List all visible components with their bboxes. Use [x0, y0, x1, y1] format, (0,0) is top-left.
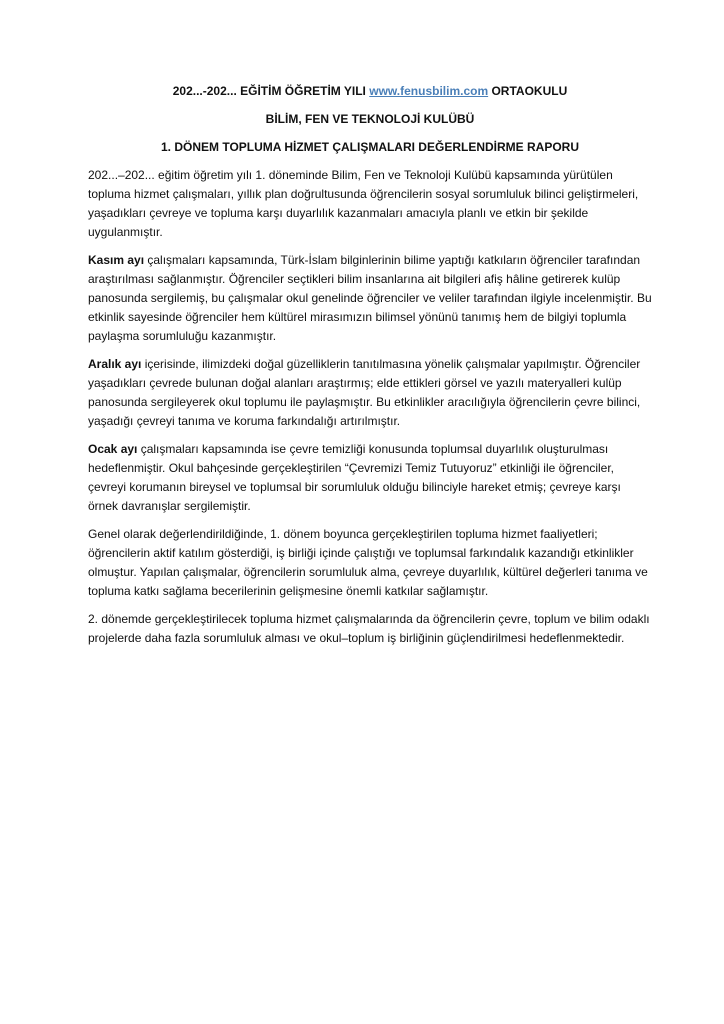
school-year-title — [88, 84, 652, 99]
ocak-label: Ocak ayı — [88, 442, 138, 456]
ocak-text: çalışmaları kapsamında ise çevre temizliği konusunda toplumsal duyarlılık oluşturulması hedeflenmiştir. Okul bahçesinde gerçekleştirilen “Çevremizi Temiz Tutuyoruz” etkinliği ile öğrenciler, çevreyi korumanın bireysel ve toplumsal bir sorumluluk olduğu bilinciyle hareket etmiş; çevreye karşı örnek davranışlar sergilemiştir. — [88, 442, 621, 513]
school-year-title-prefix: 202...-202... EĞİTİM ÖĞRETİM YILI — [172, 84, 370, 98]
aralik-label: Aralık ayı — [88, 357, 142, 371]
aralik-paragraph — [88, 355, 652, 431]
report-title: 1. DÖNEM TOPLUMA HİZMET ÇALIŞMALARI DEĞERLENDİRME RAPORU — [160, 140, 579, 154]
summary-paragraph: Genel olarak değerlendirildiğinde, 1. dönem boyunca gerçekleştirilen topluma hizmet faaliyetleri; öğrencilerin aktif katılım gösterdiği, iş birliği içinde çalıştığı ve toplumsal farkındalık kazandığı etkinlikler olmuştur. Yapılan çalışmalar, öğrencilerin sorumluluk alma, çevreye duyarlılık, kültürel değerleri tanıma ve topluma katkı sağlama becerilerinin gelişmesine önemli katkılar sağlamıştır. — [88, 527, 648, 598]
ocak-paragraph — [88, 440, 652, 516]
school-year-title-suffix: ORTAOKULU — [488, 84, 568, 98]
aralik-text: içerisinde, ilimizdeki doğal güzelliklerin tanıtılmasına yönelik çalışmalar yapılmıştır. Öğrenciler yaşadıkları çevrede bulunan doğal alanları araştırmış; elde ettikleri görsel ve yazılı materyalleri kulüp panosunda sergileyerek okul toplumu ile paylaşmıştır. Bu etkinlikler aracılığıyla öğrencilerin çevre bilinci, yaşadığı çevreyi tanıma ve koruma farkındalığı artırılmıştır. — [88, 357, 641, 428]
club-title: BİLİM, FEN VE TEKNOLOJİ KULÜBÜ — [265, 112, 475, 126]
closing-paragraph: 2. dönemde gerçekleştirilecek topluma hizmet çalışmalarında da öğrencilerin çevre, toplum ve bilim odaklı projelerde daha fazla sorumluluk alması ve okul–toplum iş birliğinin güçlendirilmesi hedeflenmektedir. — [88, 612, 650, 645]
kasim-paragraph — [88, 251, 652, 346]
kasim-label: Kasım ayı — [88, 253, 145, 267]
website-link[interactable]: www.fenusbilim.com — [369, 84, 489, 98]
kasim-text: çalışmaları kapsamında, Türk-İslam bilginlerinin bilime yaptığı katkıların öğrenciler tarafından araştırılması sağlanmıştır. Öğrenciler seçtikleri bilim insanlarına ait bilgileri afiş hâline getirerek kulüp panosunda sergilemiş, bu çalışmalar okul genelinde öğrenciler ve veliler tarafından ilgiyle incelenmiştir. Bu etkinlik sayesinde öğrenciler hem kültürel mirasımızın bilimsel yönünü tanımış hem de bilgiyi toplumla paylaşma sorumluluğu kazanmıştır. — [88, 253, 652, 343]
intro-paragraph: 202...–202... eğitim öğretim yılı 1. döneminde Bilim, Fen ve Teknoloji Kulübü kapsamında yürütülen topluma hizmet çalışmaları, yıllık plan doğrultusunda öğrencilerin sosyal sorumluluk bilinci geliştirmeleri, yaşadıkları çevreye ve topluma karşı duyarlılık kazanmaları amacıyla planlı ve etkin bir şekilde uygulanmıştır. — [88, 168, 639, 239]
